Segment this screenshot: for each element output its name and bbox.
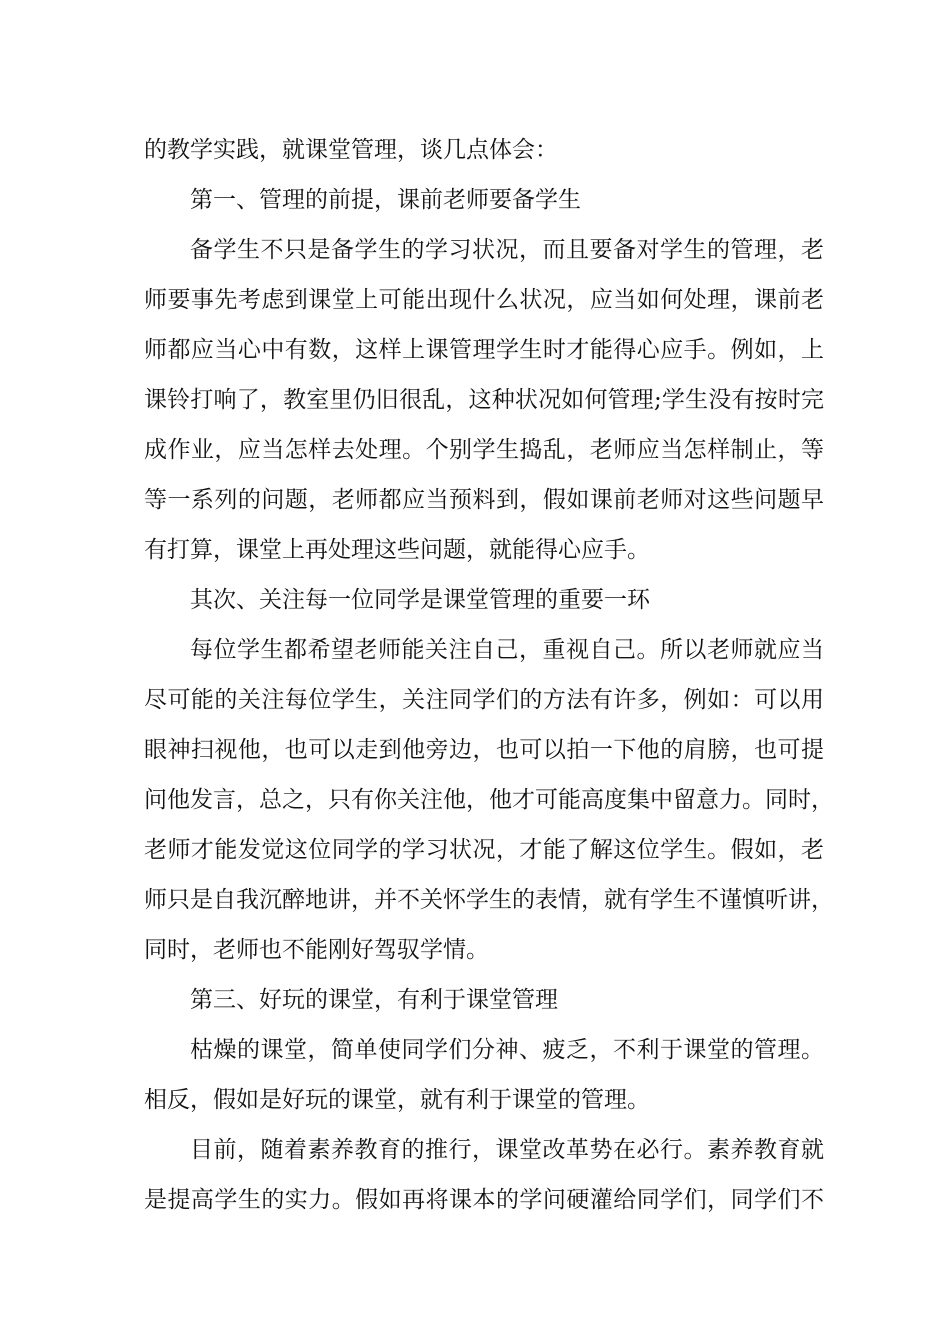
paragraph-line: 老师才能发觉这位同学的学习状况，才能了解这位学生。假如，老 xyxy=(144,837,824,863)
section-heading: 第一、管理的前提，课前老师要备学生 xyxy=(190,187,581,213)
paragraph-line: 师都应当心中有数，这样上课管理学生时才能得心应手。例如，上 xyxy=(144,337,824,363)
paragraph-line: 目前，随着素养教育的推行，课堂改革势在必行。素养教育就 xyxy=(190,1137,824,1163)
paragraph-line: 的教学实践，就课堂管理，谈几点体会： xyxy=(144,137,558,163)
section-heading: 其次、关注每一位同学是课堂管理的重要一环 xyxy=(190,587,650,613)
paragraph-line: 等一系列的问题，老师都应当预料到，假如课前老师对这些问题早 xyxy=(144,487,824,513)
paragraph-line: 每位学生都希望老师能关注自己，重视自己。所以老师就应当 xyxy=(190,637,824,663)
paragraph-line: 眼神扫视他，也可以走到他旁边，也可以拍一下他的肩膀，也可提 xyxy=(144,737,824,763)
paragraph-line: 课铃打响了，教室里仍旧很乱，这种状况如何管理;学生没有按时完 xyxy=(144,387,824,413)
paragraph-line: 有打算，课堂上再处理这些问题，就能得心应手。 xyxy=(144,537,650,563)
paragraph-line: 问他发言，总之，只有你关注他，他才可能高度集中留意力。同时， xyxy=(144,787,834,813)
paragraph-line: 是提高学生的实力。假如再将课本的学问硬灌给同学们，同学们不 xyxy=(144,1187,824,1213)
paragraph-line: 尽可能的关注每位学生，关注同学们的方法有许多，例如：可以用 xyxy=(144,687,824,713)
section-heading: 第三、好玩的课堂，有利于课堂管理 xyxy=(190,987,558,1013)
paragraph-line: 备学生不只是备学生的学习状况，而且要备对学生的管理，老 xyxy=(190,237,824,263)
paragraph-line: 成作业，应当怎样去处理。个别学生捣乱，老师应当怎样制止，等 xyxy=(144,437,824,463)
paragraph-line: 同时，老师也不能刚好驾驭学情。 xyxy=(144,937,489,963)
paragraph-line: 师只是自我沉醉地讲，并不关怀学生的表情，就有学生不谨慎听讲， xyxy=(144,887,834,913)
paragraph-line: 相反，假如是好玩的课堂，就有利于课堂的管理。 xyxy=(144,1087,650,1113)
paragraph-line: 枯燥的课堂，简单使同学们分神、疲乏，不利于课堂的管理。 xyxy=(190,1037,824,1063)
paragraph-line: 师要事先考虑到课堂上可能出现什么状况，应当如何处理，课前老 xyxy=(144,287,824,313)
